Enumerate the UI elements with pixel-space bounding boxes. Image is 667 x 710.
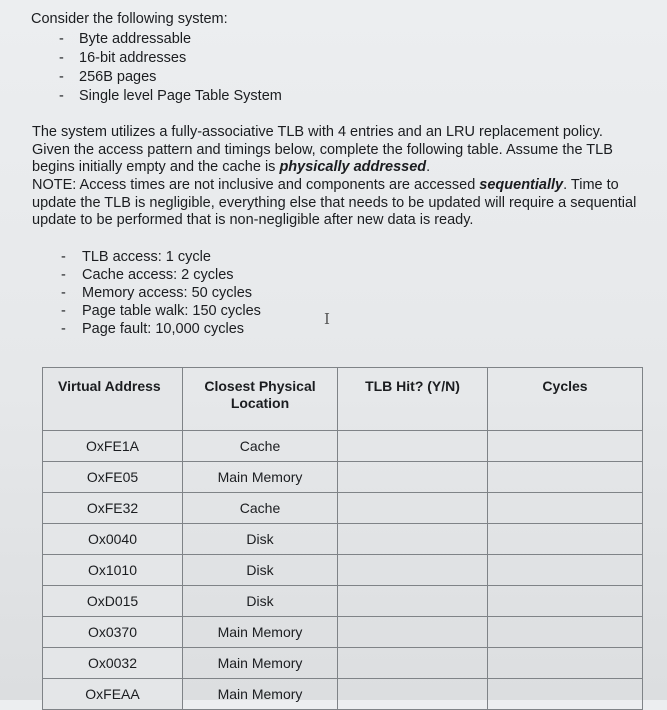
emphasis-sequentially: sequentially [479,177,564,193]
cell-cycles[interactable] [488,617,643,648]
cell-tlb-hit[interactable] [338,462,488,493]
table-row [43,431,643,462]
cell-cycles[interactable] [488,524,643,555]
cell-tlb-hit[interactable] [338,617,488,648]
cell-physical-location: Disk [183,586,338,617]
cell-physical-location: Main Memory [183,617,338,648]
cell-cycles[interactable] [488,493,643,524]
timing-item: Page table walk: 150 cycles [82,303,261,319]
cell-physical-location: Disk [183,524,338,555]
cell-cycles[interactable] [488,586,643,617]
cell-physical-location: Disk [183,555,338,586]
bullet-dash: - [59,31,64,47]
header-virtual-address: Virtual Address [43,368,183,431]
cell-physical-location: Main Memory [183,679,338,710]
cell-cycles[interactable] [488,431,643,462]
cell-tlb-hit[interactable] [338,524,488,555]
cell-cycles[interactable] [488,555,643,586]
cell-virtual-address: OxFEAA [43,679,183,710]
cell-physical-location: Main Memory [183,462,338,493]
cell-virtual-address: OxFE1A [43,431,183,462]
cell-tlb-hit[interactable] [338,586,488,617]
system-item: Byte addressable [79,31,192,47]
table-row [43,648,643,679]
table-row [43,524,643,555]
bullet-dash: - [59,69,64,85]
bullet-dash: - [61,249,66,265]
emphasis-physically-addressed: physically addressed [279,159,427,176]
table-row [43,679,643,710]
cell-virtual-address: Ox0032 [43,648,183,679]
table-row [43,586,643,617]
cell-cycles[interactable] [488,679,643,710]
timing-item: Memory access: 50 cycles [82,285,253,301]
timing-item: Cache access: 2 cycles [82,267,234,283]
system-item: 256B pages [79,69,157,85]
timing-item: Page fault: 10,000 cycles [82,321,245,337]
table-row [43,462,643,493]
cell-tlb-hit[interactable] [338,679,488,710]
tlb-table [42,367,643,710]
table-row [43,555,643,586]
cell-virtual-address: OxFE32 [43,493,183,524]
cell-cycles[interactable] [488,462,643,493]
note-paragraph: NOTE: Access times are not inclusive and components are accessed sequentially. Time to update the TLB is negligible, everything else that needs to be updated will require a sequential update to be performed that is non-negligible after new data is ready. [32,177,637,229]
bullet-dash: - [61,303,66,319]
text-cursor-icon: I [324,310,330,328]
header-closest-physical-location: Closest Physical Location [183,368,338,431]
cell-virtual-address: OxD015 [43,586,183,617]
cell-tlb-hit[interactable] [338,493,488,524]
cell-tlb-hit[interactable] [338,555,488,586]
bullet-dash: - [61,267,66,283]
timing-item: TLB access: 1 cycle [82,249,211,265]
system-item: Single level Page Table System [79,88,282,104]
cell-physical-location: Cache [183,493,338,524]
bullet-dash: - [61,285,66,301]
system-item: 16-bit addresses [79,50,187,66]
header-tlb-hit: TLB Hit? (Y/N) [338,368,488,431]
bullet-dash: - [59,50,64,66]
cell-virtual-address: OxFE05 [43,462,183,493]
table-row [43,617,643,648]
intro-text: Consider the following system: [31,11,228,27]
cell-cycles[interactable] [488,648,643,679]
bullet-dash: - [61,321,66,337]
cell-tlb-hit[interactable] [338,648,488,679]
cell-virtual-address: Ox0370 [43,617,183,648]
cell-physical-location: Cache [183,431,338,462]
table-header-row [43,368,643,431]
cell-tlb-hit[interactable] [338,431,488,462]
cell-physical-location: Main Memory [183,648,338,679]
cell-virtual-address: Ox0040 [43,524,183,555]
cell-virtual-address: Ox1010 [43,555,183,586]
description-paragraph: The system utilizes a fully-associative TLB with 4 entries and an LRU replacement policy. Given the access pattern and timings below, complete the following table. Assume the TLB begins initially empty and the cache is physically addressed. [32,124,613,176]
header-cycles: Cycles [488,368,643,431]
bullet-dash: - [59,88,64,104]
table-row [43,493,643,524]
